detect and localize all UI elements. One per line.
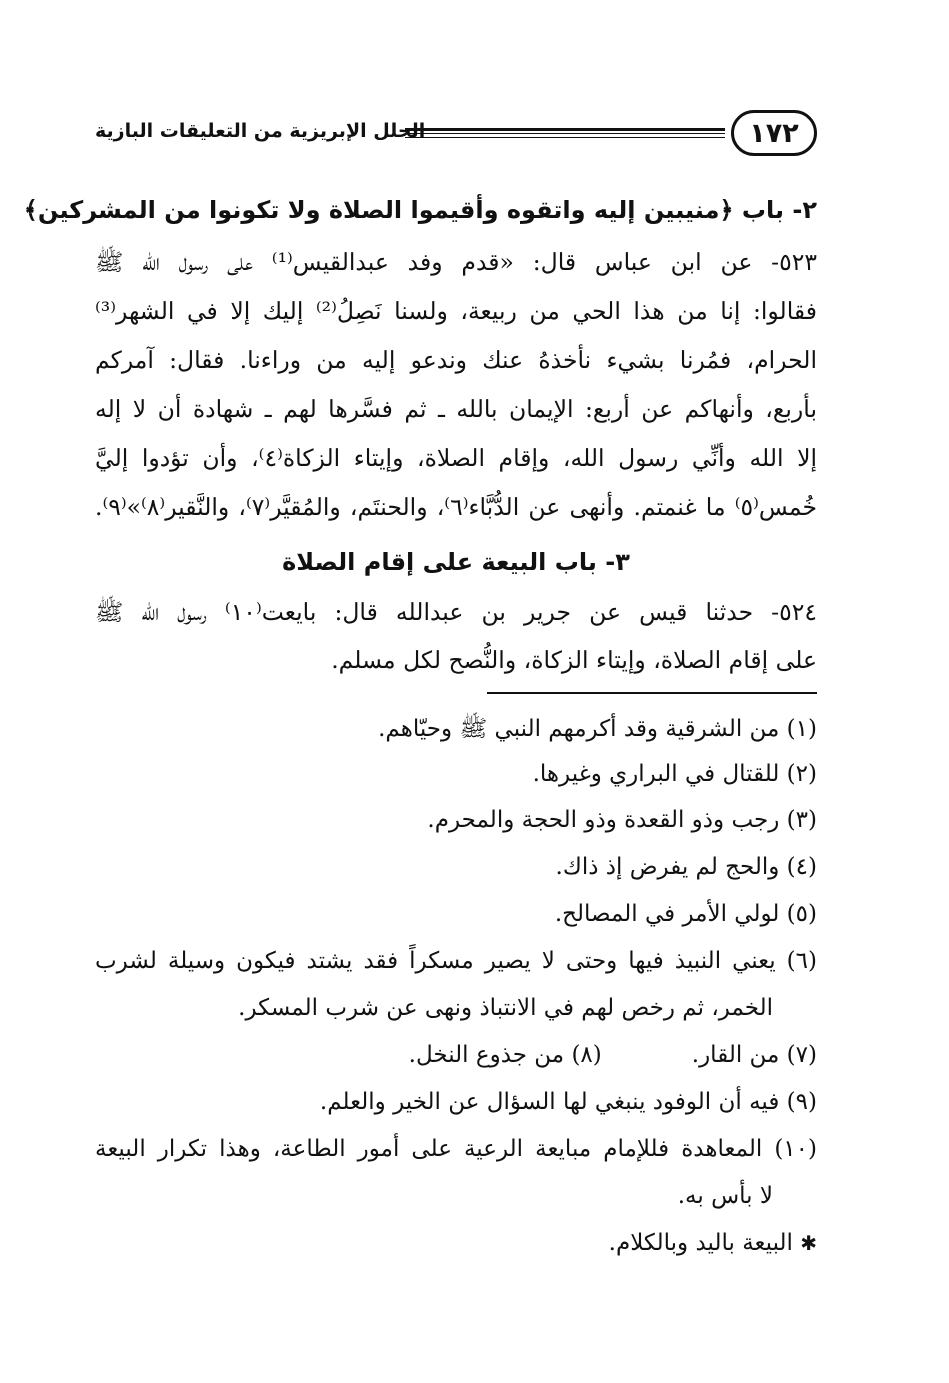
asterisk-icon: ✱	[800, 1231, 817, 1255]
hadith-523-line-1: ٥٢٣- عن ابن عباس قال: «قدم وفد عبدالقيس⁽¹⁾ على رسول الله ﷺ	[95, 248, 817, 276]
hadith-524-line-1: ٥٢٤- حدثنا قيس عن جرير بن عبدالله قال: بايعت⁽١٠⁾ رسول الله ﷺ	[95, 598, 817, 626]
book-title: الحلل الإبريزية من التعليقات البازية	[95, 120, 426, 142]
hadith-524-line-2: على إقام الصلاة، وإيتاء الزكاة، والنُّصح لكل مسلم.	[331, 646, 817, 674]
footnote-7-8-row	[95, 1042, 817, 1068]
running-header	[95, 108, 817, 164]
book-page	[23, 108, 817, 1308]
header-rule	[405, 128, 725, 138]
footnote-3: (٣) رجب وذو القعدة وذو الحجة والمحرم.	[427, 807, 817, 833]
note-row	[95, 1230, 817, 1256]
footnote-4: (٤) والحج لم يفرض إذ ذاك.	[555, 854, 817, 880]
footnote-6-line-2: الخمر، ثم رخص لهم في الانتباذ ونهى عن شرب المسكر.	[238, 995, 773, 1021]
hadith-523-line-6: خُمس⁽٥⁾ ما غنمتم. وأنهى عن الدُّبَّاء⁽٦⁾، والحنتَم، والمُقيَّر⁽٧⁾، والنَّقير⁽٨⁾»⁽٩⁾.	[95, 493, 817, 521]
hadith-523-line-3: الحرام، فمُرنا بشيء نأخذهُ عنك وندعو إليه من وراءنا. فقال: آمركم	[95, 346, 817, 374]
footnote-10-line-2: لا بأس به.	[677, 1183, 773, 1209]
chapter-heading-2: ٢- باب ﴿منيبين إليه واتقوه وأقيموا الصلاة ولا تكونوا من المشركين﴾	[23, 196, 817, 224]
hadith-523-line-5: إلا الله وأنِّي رسول الله، وإقام الصلاة، وإيتاء الزكاة⁽٤⁾، وأن تؤدوا إليَّ	[95, 444, 817, 472]
footnote-8: (٨) من جذوع النخل.	[408, 1042, 602, 1068]
hadith-523-line-4: بأربع، وأنهاكم عن أربع: الإيمان بالله ـ ثم فسَّرها لهم ـ شهادة أن لا إله	[95, 395, 817, 423]
hadith-523-line-2: فقالوا: إنا من هذا الحي من ربيعة، ولسنا نَصِلُ⁽²⁾ إليك إلا في الشهر⁽³⁾	[95, 297, 817, 325]
footnote-2: (٢) للقتال في البراري وغيرها.	[532, 761, 817, 787]
footnote-divider	[487, 692, 817, 694]
footnote-5: (٥) لولي الأمر في المصالح.	[554, 901, 817, 927]
footnote-1: (١) من الشرقية وقد أكرمهم النبي ﷺ وحيّاهم.	[378, 716, 817, 742]
footnote-10-line-1: (١٠) المعاهدة فللإمام مبايعة الرعية على أمور الطاعة، وهذا تكرار البيعة	[95, 1136, 817, 1162]
footnote-6-line-1: (٦) يعني النبيذ فيها وحتى لا يصير مسكراً فقد يشتد فيكون وسيلة لشرب	[95, 948, 817, 974]
chapter-heading-3: ٣- باب البيعة على إقام الصلاة	[282, 548, 630, 576]
footnote-7: (٧) من القار.	[691, 1042, 817, 1068]
page-number: ١٧٢	[731, 110, 817, 156]
footnote-9: (٩) فيه أن الوفود ينبغي لها السؤال عن الخير والعلم.	[319, 1089, 817, 1115]
note-text: البيعة باليد وبالكلام.	[608, 1230, 793, 1256]
